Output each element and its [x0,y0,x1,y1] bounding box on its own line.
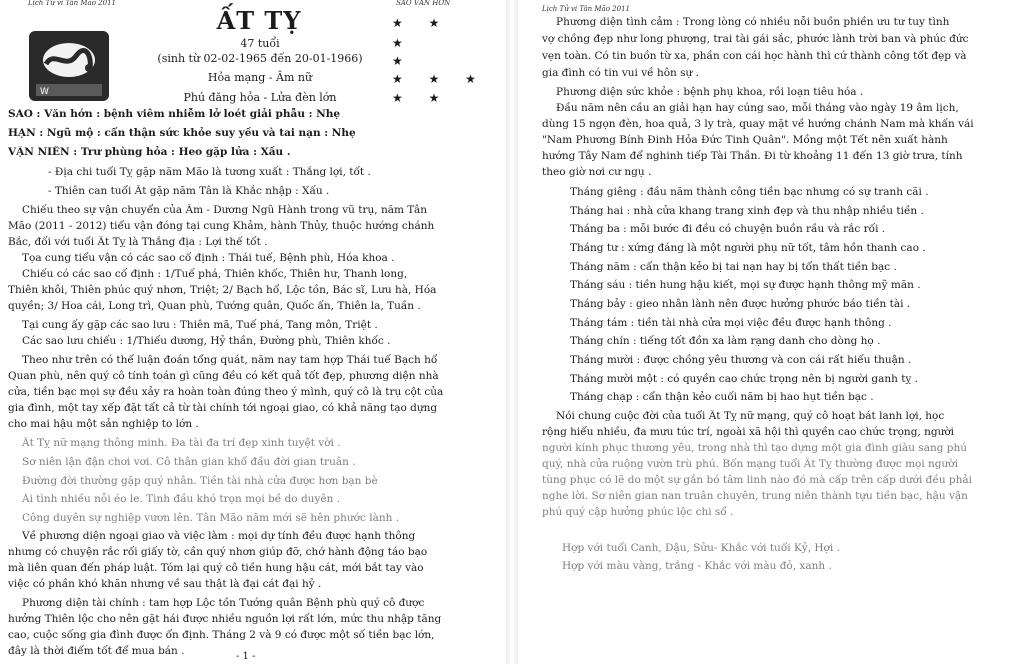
right-page [518,0,1024,664]
month-line: Tháng năm : cẩn thận kẻo bị tai nạn hay bị tổn thất tiền bạc . [570,261,897,273]
text-line: Các sao lưu chiếu : 1/Thiếu dương, Hỷ thần, Đường phù, Thiên khốc . [22,335,391,347]
month-line: Tháng chín : tiếng tốt đồn xa làm rạng danh cho dòng họ . [570,335,881,347]
text-line: nghe lời. Sơ niên gian nan truân chuyên, trung niên thành tựu tiền bạc, hậu vận [542,490,968,502]
text-line: Chiếu theo sự vận chuyển của Âm - Dương Ngũ Hành trong vũ trụ, năm Tân [22,204,427,216]
compat-line: Hợp với màu vàng, trắng - Khắc với màu đỏ, xanh . [562,560,832,572]
compat-line: Hợp với tuổi Canh, Dậu, Sửu- Khắc với tuổi Kỷ, Hợi . [562,542,840,554]
month-line: Tháng tư : xứng đáng là một người phụ nữ tốt, tâm hồn thanh cao . [570,242,926,254]
month-line: Tháng chạp : cẩn thận kẻo cuối năm bị hao hụt tiền bạc . [570,391,874,403]
text-line: Phương diện tài chính : tam hợp Lộc tồn Tướng quân Bệnh phù quý cô được [22,597,425,609]
poem-line: Sơ niên lận đận chơi vơi. Cô thân gian khổ đầu đời gian truân . [22,456,356,468]
text-line: hướng Tây Nam để nghinh tiếp Tài Thần. Đi từ khoảng 11 đến 13 giờ trưa, tính [542,150,963,162]
poem-line: Ất Tỵ nữ mạng thông minh. Đa tài đa trí đẹp xinh tuyệt vời . [22,437,341,449]
text-line: Tọa cung tiểu vận có các sao cố định : Thái tuế, Bệnh phù, Hóa khoa . [22,252,395,264]
text-line: Quan phù, nên quý cô tính toán gì cũng đều có kết quả tốt đẹp, phương diện nhà [8,370,439,382]
author-label: SAO VĂN HỚN [396,0,451,7]
text-line: Bắc, đối với tuổi Ất Tỵ là Thắng địa : Lợi thế tốt . [8,236,268,248]
text-line: cho mai hậu một sản nghiệp to lớn . [8,418,199,430]
snake-emblem-icon [26,28,112,104]
month-line: Tháng ba : mỗi bước đi đều có chuyện buồn rầu và rắc rối . [570,223,886,235]
text-line: tùng phục có lẽ do một sự gắn bó tâm linh nào đó mà cấp trên cấp dưới đều phải [542,474,973,486]
text-line: Phương diện tình cảm : Trong lòng có nhiều nỗi buồn phiền ưu tư tuy tình [556,16,950,28]
poem-line: Đường đời thường gặp quý nhân. Tiền tài nhà cửa được hơn bạn bè [22,475,378,487]
text-line: Phương diện sức khỏe : bệnh phụ khoa, rồi loạn tiêu hóa . [556,86,864,98]
text-line: "Nam Phương Bính Đinh Hỏa Đức Tinh Quân". Mồng một Tết nên xuất hành [542,134,948,146]
text-line: rộng hiểu nhiều, đa mưu túc trí, ngoài xã hội thì quyền cao chức trọng, người [542,426,955,438]
left-running-header: Lịch Tử vi Tân Mão 2011 [28,0,116,7]
text-line: Đầu năm nên cầu an giải hạn hay cúng sao, mỗi tháng vào ngày 19 âm lịch, [556,102,959,114]
poem-line: Ái tình nhiều nỗi éo le. Tình đầu khó trọn mọi bề do duyên . [22,493,341,505]
month-line: Tháng mười : được chồng yêu thương và con cái rất hiếu thuận . [570,354,912,366]
star-row: ★ ★ [392,91,451,105]
right-running-header: Lịch Tử vi Tân Mão 2011 [542,5,630,13]
text-line: Tại cung ấy gặp các sao lưu : Thiên mã, Tuế phá, Tang môn, Triệt . [22,319,378,331]
text-line: phú quý cập hưởng phúc lộc chi sổ . [542,506,734,518]
star-row: ★ [392,36,414,50]
text-line: Mão (2011 - 2012) tiểu vận đóng tại cung Khảm, hành Thủy, thuộc hướng chánh [8,220,435,232]
han-line: HẠN : Ngũ mộ : cẩn thận sức khỏe suy yếu và tai nạn : Nhẹ [8,127,356,139]
text-line: - Thiên can tuổi Ất gặp năm Tân là Khắc nhập : Xấu . [48,185,330,197]
book-gutter [506,0,518,664]
month-line: Tháng bảy : gieo nhân lành nên được hưởng phước báo tiền tài . [570,298,911,310]
text-line: gia đình, một tay xếp đặt tất cả từ tài chính tới ngoại giao, có khả năng tạo dựng [8,402,438,414]
star-row: ★ ★ [392,16,451,30]
text-line: đây là thời điểm tốt để mua bán . [8,645,185,657]
poem-line: Công duyên sự nghiệp vươn lên. Tân Mão năm mới sẽ hên phước lành . [22,512,400,524]
text-line: cao, cuộc sống gia đình được ổn định. Tháng 2 và 9 có được một số tiền bạc lớn, [8,629,435,641]
text-line: quý, nhà cửa ruộng vườn trù phú. Bốn mạng tuổi Ất Tỵ thường được mọi người [542,458,958,470]
page-title: ẤT TỴ [216,6,302,35]
star-row: ★ [392,54,414,68]
text-line: gia đình có tin vui về hôn sự . [542,67,699,79]
text-line: người kính phục thương yêu, trong nhà thì tạo dựng một gia đình giàu sang phú [542,442,968,454]
text-line: Theo như trên có thể luận đoán tổng quát, năm nay tam hợp Thái tuế Bạch hổ [22,354,438,366]
birth-range: (sinh từ 02-02-1965 đến 20-01-1966) [157,52,363,65]
month-line: Tháng tám : tiền tài nhà cửa mọi việc đều được hạnh thông . [570,317,892,329]
age-label: 47 tuổi [240,37,280,50]
star-row: ★ ★ ★ [392,72,487,86]
text-line: nhưng có chuyện rắc rối giấy tờ, cần quý nhơn giúp đỡ, chớ hành động táo bạo [8,546,428,558]
text-line: hưởng Thiên lộc cho nên gặt hái được nhiều nguồn lợi rất lớn, mức thu nhập tăng [8,613,442,625]
svg-text:W: W [40,87,49,97]
phu-dang-label: Phú đăng hỏa - Lửa đèn lớn [183,91,337,104]
month-line: Tháng hai : nhà cửa khang trang xinh đẹp và thu nhập nhiều tiền . [570,205,924,217]
page-number: - 1 - [236,651,256,662]
text-line: Nói chung cuộc đời của tuổi Ất Tỵ nữ mạng, quý cô hoạt bát lanh lợi, học [556,410,945,422]
text-line: mà liên quan đến pháp luật. Tóm lại quý cô tiền hung hậu cát, mới bắt tay vào [8,562,424,574]
text-line: theo giờ nơi cư ngụ . [542,166,652,178]
month-line: Tháng giêng : đầu năm thành công tiền bạc nhưng có sự tranh cãi . [570,186,929,198]
month-line: Tháng mười một : có quyền cao chức trọng nên bị người ganh tỵ . [570,373,919,385]
text-line: việc có phần khó khăn nhưng về sau thật là đại cát đại hỷ . [8,578,322,590]
text-line: quyền; 3/ Hoa cái, Long trì, Quan phù, Tướng quân, Quốc ấn, Thiên la, Tuần . [8,300,421,312]
text-line: Chiếu có các sao cố định : 1/Tuế phá, Thiên khốc, Thiên hư, Thanh long, [22,268,408,280]
text-line: vẹn toàn. Có tin buồn từ xa, phần con cái học hành thì cứ thành công tốt đẹp và [542,50,967,62]
text-line: Về phương diện ngoại giao và việc làm : mọi dự tính đều được hạnh thông [22,530,416,542]
text-line: dùng 15 ngọn đèn, hoa quả, 3 ly trà, quay mặt về hướng chánh Nam mà khấn vái [542,118,974,130]
text-line: - Địa chi tuổi Tỵ gặp năm Mão là tương xuất : Thắng lợi, tốt . [48,166,371,178]
text-line: vợ chồng đẹp như long phượng, trai tài gái sắc, phước lành trời ban và phúc đức [542,33,969,45]
van-nien-line: VẬN NIÊN : Trư phùng hỏa : Heo gặp lửa : Xấu . [8,146,291,158]
text-line: cửa, tiền bạc mọi sự đều xảy ra hoàn toàn đúng theo ý mình, quý cô là trụ cột của [8,386,444,398]
left-page [0,0,506,664]
menh-label: Hỏa mạng - Âm nữ [207,71,313,84]
text-line: Thiên khôi, Thiên phúc quý nhơn, Triệt; 2/ Bạch hổ, Lộc tồn, Bác sĩ, Lưu hà, Hóa [8,284,437,296]
month-line: Tháng sáu : tiền hung hậu kiết, mọi sự được hạnh thông mỹ mãn . [570,279,921,291]
sao-line: SAO : Văn hớn : bệnh viêm nhiễm lở loét giải phẫu : Nhẹ [8,108,341,120]
